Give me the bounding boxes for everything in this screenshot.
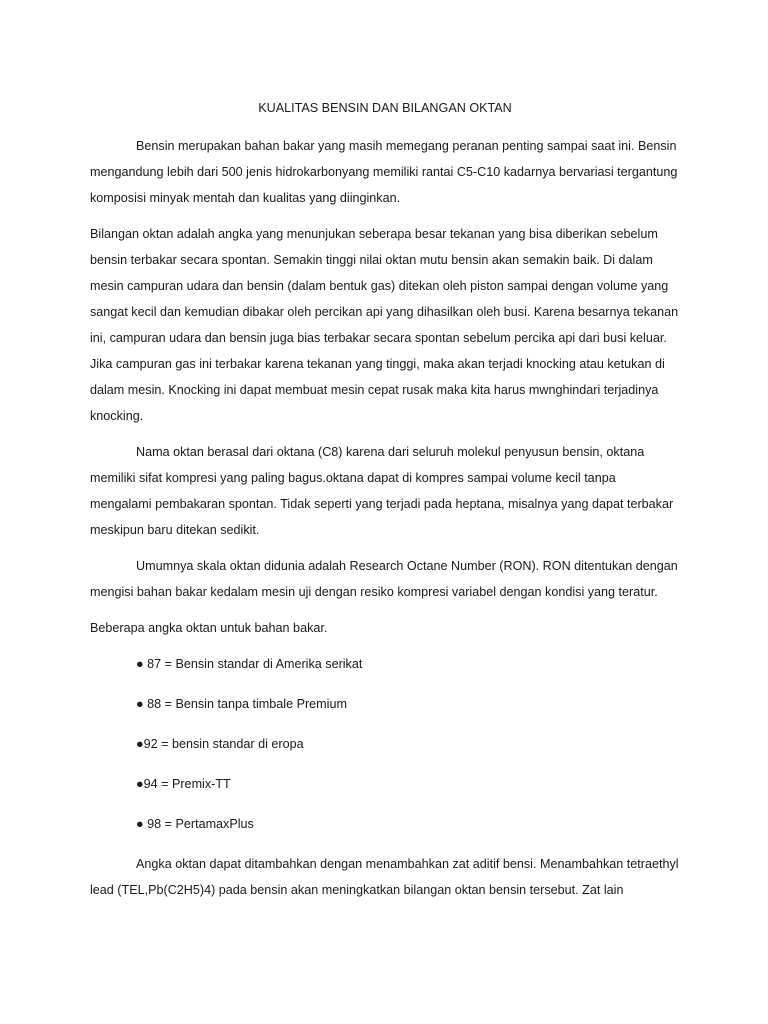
document-body (90, 95, 680, 913)
paragraph-bensin-intro: Bensin merupakan bahan bakar yang masih memegang peranan penting sampai saat ini. Bensin mengandung lebih dari 500 jenis hidrokarbonyang memiliki rantai C5-C10 kadarnya bervariasi tergantung komposisi minyak mentah dan kualitas yang diinginkan. (90, 139, 678, 205)
list-item: ● 87 = Bensin standar di Amerika serikat (136, 657, 363, 671)
paragraph-skala-oktan: Umumnya skala oktan didunia adalah Research Octane Number (RON). RON ditentukan dengan mengisi bahan bakar kedalam mesin uji dengan resiko kompresi variabel dengan kondisi yang teratur. (90, 559, 678, 599)
paragraph-list-intro: Beberapa angka oktan untuk bahan bakar. (90, 621, 328, 635)
paragraph-bilangan-oktan: Bilangan oktan adalah angka yang menunjukan seberapa besar tekanan yang bisa diberikan sebelum bensin terbakar secara spontan. Semakin tinggi nilai oktan mutu bensin akan semakin baik. Di dalam mesin campuran udara dan bensin (dalam bentuk gas) ditekan oleh piston sampai dengan volume yang sangat kecil dan kemudian dibakar oleh percikan api yang dihasilkan oleh busi. Karena besarnya tekanan ini, campuran udara dan bensin juga bias terbakar secara spontan sebelum percika api dari busi keluar. Jika campuran gas ini terbakar karena tekanan yang tinggi, maka akan terjadi knocking atau ketukan di dalam mesin. Knocking ini dapat membuat mesin cepat rusak maka kita harus mwnghindari terjadinya knocking. (90, 227, 679, 423)
paragraph-closing: Angka oktan dapat ditambahkan dengan menambahkan zat aditif bensi. Menambahkan tetraethyl lead (TEL,Pb(C2H5)4) pada bensin akan meningkatkan bilangan oktan bensin tersebut. Zat lain (90, 857, 679, 897)
paragraph-nama-oktan: Nama oktan berasal dari oktana (C8) karena dari seluruh molekul penyusun bensin, oktana memiliki sifat kompresi yang paling bagus.oktana dapat di kompres sampai volume kecil tanpa mengalami pembakaran spontan. Tidak seperti yang terjadi pada heptana, misalnya yang dapat terbakar meskipun baru ditekan sedikit. (90, 445, 674, 537)
document-title: KUALITAS BENSIN DAN BILANGAN OKTAN (258, 101, 512, 115)
list-item: ●92 = bensin standar di eropa (136, 737, 304, 751)
list-item: ● 98 = PertamaxPlus (136, 817, 254, 831)
list-item: ●94 = Premix-TT (136, 777, 231, 791)
list-item: ● 88 = Bensin tanpa timbale Premium (136, 697, 347, 711)
